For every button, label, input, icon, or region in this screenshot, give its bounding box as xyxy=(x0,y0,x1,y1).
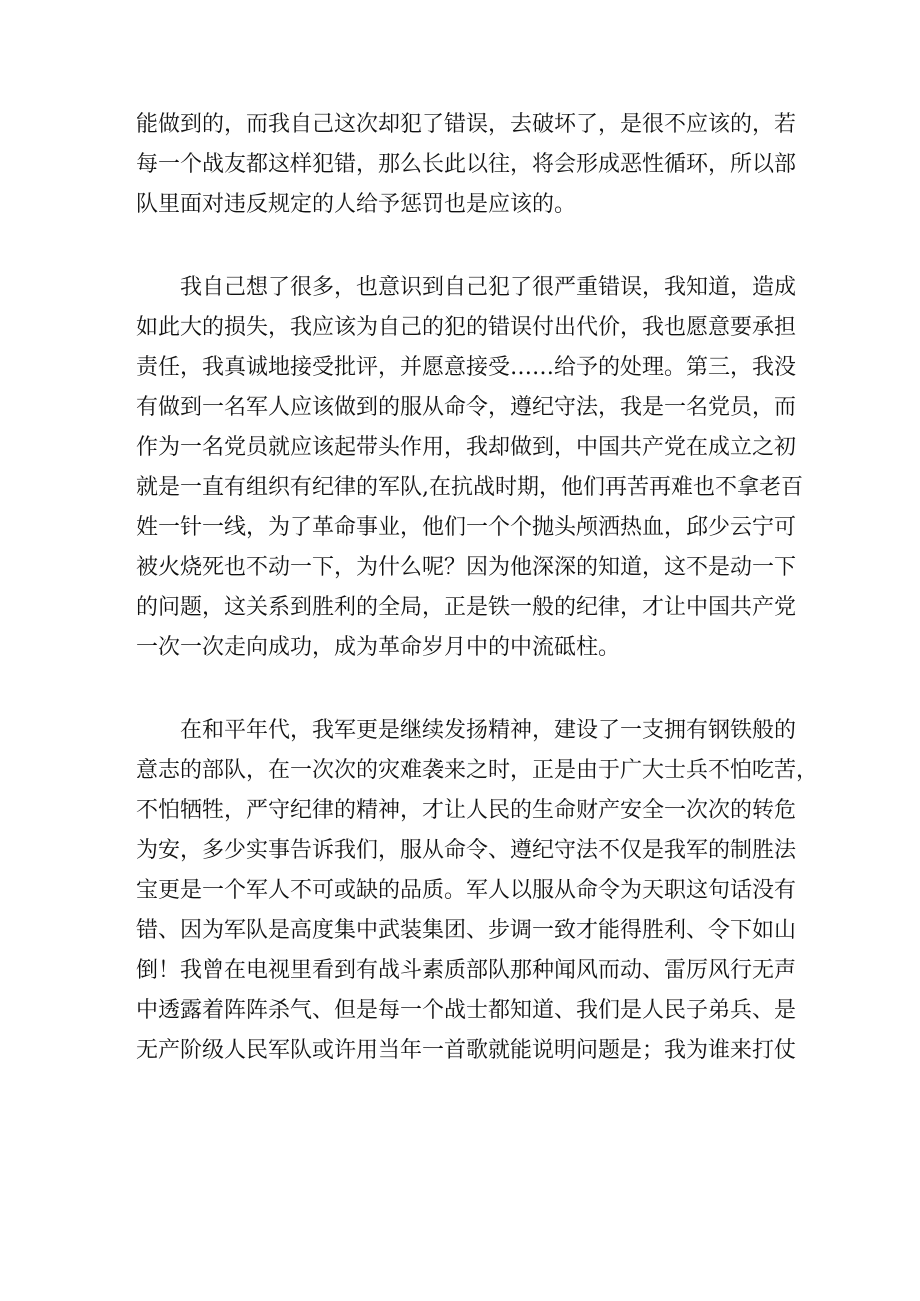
text-line: 就是一直有组织有纪律的军队,在抗战时期，他们再苦再难也不拿老百 xyxy=(136,475,803,500)
text-line: 在和平年代，我军更是继续发扬精神，建设了一支拥有钢铁般的 xyxy=(136,718,797,743)
text-line: 为安，多少实事告诉我们，服从命令、遵纪守法不仅是我军的制胜法 xyxy=(136,838,797,863)
text-line: 能做到的，而我自己这次却犯了错误，去破坏了，是很不应该的，若 xyxy=(136,112,797,137)
text-line: 我自己想了很多，也意识到自己犯了很严重错误，我知道，造成 xyxy=(136,275,797,300)
paragraph-3 xyxy=(136,711,819,1071)
text-line: 意志的部队，在一次次的灾难袭来之时，正是由于广大士兵不怕吃苦， xyxy=(136,758,819,783)
paragraph-spacer xyxy=(136,225,794,268)
text-line: 姓一针一线，为了革命事业，他们一个个抛头颅洒热血，邱少云宁可 xyxy=(136,515,797,540)
text-line: 错、因为军队是高度集中武装集团、步调一致才能得胜利、令下如山 xyxy=(136,918,797,943)
text-line: 一次一次走向成功，成为革命岁月中的中流砥柱。 xyxy=(136,635,621,660)
text-line: 有做到一名军人应该做到的服从命令，遵纪守法，我是一名党员，而 xyxy=(136,395,797,420)
paragraph-1 xyxy=(136,105,797,225)
text-line: 的问题，这关系到胜利的全局，正是铁一般的纪律，才让中国共产党 xyxy=(136,595,797,620)
document-body xyxy=(136,105,819,1071)
text-line: 不怕牺牲，严守纪律的精神，才让人民的生命财产安全一次次的转危 xyxy=(136,798,797,823)
text-line: 中透露着阵阵杀气、但是每一个战士都知道、我们是人民子弟兵、是 xyxy=(136,998,797,1023)
paragraph-spacer xyxy=(136,668,794,711)
text-line: 倒！我曾在电视里看到有战斗素质部队那种闻风而动、雷厉风行无声 xyxy=(136,958,797,983)
text-line: 队里面对违反规定的人给予惩罚也是应该的。 xyxy=(136,192,577,217)
text-line: 无产阶级人民军队或许用当年一首歌就能说明问题是；我为谁来打仗 xyxy=(136,1038,797,1063)
text-line: 作为一名党员就应该起带头作用，我却做到，中国共产党在成立之初 xyxy=(136,435,797,460)
paragraph-2 xyxy=(136,268,803,668)
text-line: 如此大的损失，我应该为自己的犯的错误付出代价，我也愿意要承担 xyxy=(136,315,797,340)
text-line: 被火烧死也不动一下，为什么呢？因为他深深的知道，这不是动一下 xyxy=(136,555,797,580)
text-line: 宝更是一个军人不可或缺的品质。军人以服从命令为天职这句话没有 xyxy=(136,878,797,903)
text-line: 责任，我真诚地接受批评，并愿意接受……给予的处理。第三，我没 xyxy=(136,355,797,380)
text-line: 每一个战友都这样犯错，那么长此以往，将会形成恶性循环，所以部 xyxy=(136,152,797,177)
